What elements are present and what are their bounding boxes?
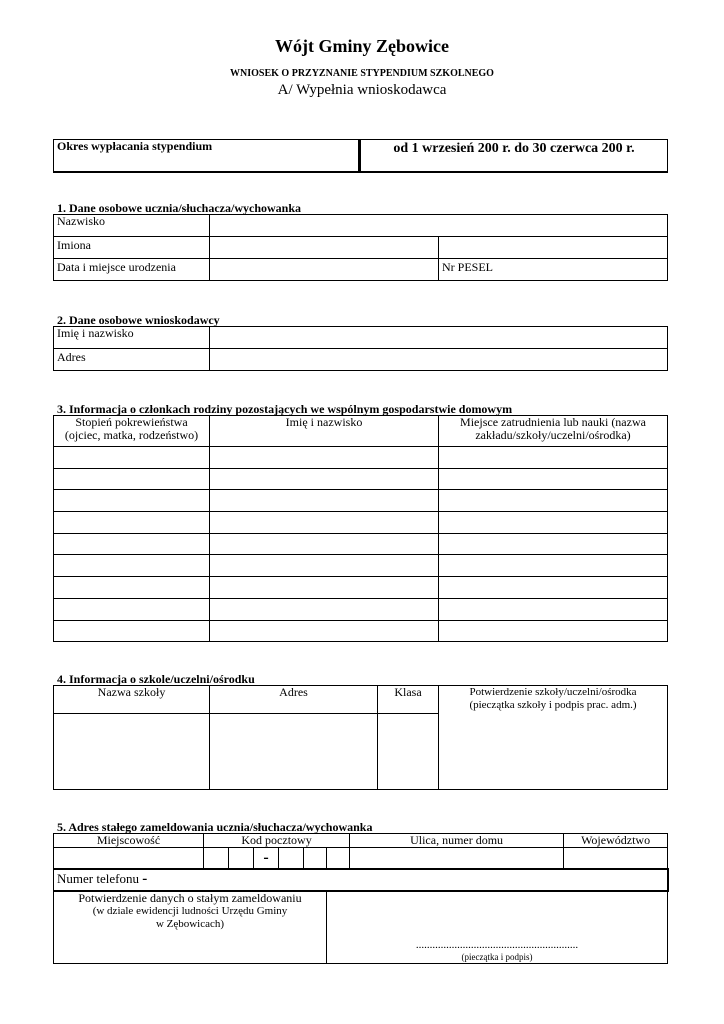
school-name-header: Nazwa szkoły xyxy=(54,686,210,714)
section-2-table xyxy=(53,326,668,371)
period-table xyxy=(53,139,668,173)
school-address-field[interactable] xyxy=(210,714,378,790)
family-work-header: Miejsce zatrudnienia lub nauki (nazwa zakładu/szkoły/uczelni/ośrodka) xyxy=(439,416,668,447)
voivodeship-field[interactable] xyxy=(564,848,668,870)
pesel-label[interactable]: Nr PESEL xyxy=(439,259,668,281)
family-cell[interactable] xyxy=(439,598,668,620)
family-cell[interactable] xyxy=(54,620,210,642)
family-cell[interactable] xyxy=(439,447,668,469)
family-cell[interactable] xyxy=(439,512,668,534)
family-cell[interactable] xyxy=(439,468,668,490)
registration-confirmation-label: Potwierdzenie danych o stałym zameldowaniu (w dziale ewidencji ludności Urzędu Gminy w Zębowicach) xyxy=(54,891,327,963)
family-cell[interactable] xyxy=(54,490,210,512)
section-2-title: 2. Dane osobowe wnioskodawcy xyxy=(57,313,220,327)
stamp-caption: (pieczątka i podpis) xyxy=(461,951,533,962)
family-cell[interactable] xyxy=(210,620,439,642)
phone-dash: - xyxy=(142,871,148,887)
postal-digit[interactable] xyxy=(229,848,254,870)
school-name-field[interactable] xyxy=(54,714,210,790)
family-cell[interactable] xyxy=(210,512,439,534)
section-5-table xyxy=(53,833,669,964)
family-cell[interactable] xyxy=(210,447,439,469)
family-cell[interactable] xyxy=(54,468,210,490)
form-subtitle: WNIOSEK O PRZYZNANIE STYPENDIUM SZKOLNEGO xyxy=(230,68,494,79)
names-field-1[interactable] xyxy=(210,237,439,259)
signature-dots: ........................................................... xyxy=(415,938,579,951)
family-cell[interactable] xyxy=(439,577,668,599)
locality-header: Miejscowość xyxy=(54,834,204,848)
section-3-title: 3. Informacja o członkach rodziny pozostających we wspólnym gospodarstwie domowym xyxy=(57,402,513,416)
street-header: Ulica, numer domu xyxy=(350,834,564,848)
postal-digit[interactable] xyxy=(327,848,350,870)
family-cell[interactable] xyxy=(439,533,668,555)
names-field-2[interactable] xyxy=(439,237,668,259)
applicant-address-label: Adres xyxy=(54,349,210,371)
family-cell[interactable] xyxy=(210,577,439,599)
family-cell[interactable] xyxy=(210,533,439,555)
school-confirmation-cell[interactable]: Potwierdzenie szkoły/uczelni/ośrodka (pieczątka szkoły i podpis prac. adm.) xyxy=(439,686,668,790)
surname-label: Nazwisko xyxy=(54,215,210,237)
registration-stamp-cell[interactable] xyxy=(327,891,668,963)
section-4-table xyxy=(53,685,668,790)
phone-label: Numer telefonu xyxy=(57,871,139,886)
postal-dash: - xyxy=(254,848,279,870)
names-label: Imiona xyxy=(54,237,210,259)
birth-label: Data i miejsce urodzenia xyxy=(54,259,210,281)
period-value: od 1 wrzesień 200 r. do 30 czerwca 200 r. xyxy=(360,140,668,172)
postal-digit[interactable] xyxy=(304,848,327,870)
section-a-label: A/ Wypełnia wnioskodawca xyxy=(277,82,447,98)
school-class-field[interactable] xyxy=(378,714,439,790)
postal-digit[interactable] xyxy=(204,848,229,870)
family-cell[interactable] xyxy=(439,555,668,577)
section-4-title: 4. Informacja o szkole/uczelni/ośrodku xyxy=(57,672,255,686)
surname-field[interactable] xyxy=(210,215,668,237)
family-cell[interactable] xyxy=(210,490,439,512)
family-cell[interactable] xyxy=(210,555,439,577)
family-cell[interactable] xyxy=(54,598,210,620)
phone-row[interactable] xyxy=(54,869,668,891)
locality-field[interactable] xyxy=(54,848,204,870)
family-cell[interactable] xyxy=(439,620,668,642)
family-cell[interactable] xyxy=(210,598,439,620)
birth-field[interactable] xyxy=(210,259,439,281)
section-1-title: 1. Dane osobowe ucznia/słuchacza/wychowanka xyxy=(57,201,302,215)
period-label: Okres wypłacania stypendium xyxy=(54,140,360,172)
family-relation-header: Stopień pokrewieństwa (ojciec, matka, rodzeństwo) xyxy=(54,416,210,447)
family-cell[interactable] xyxy=(54,577,210,599)
applicant-name-field[interactable] xyxy=(210,327,668,349)
page-title: Wójt Gminy Zębowice xyxy=(275,36,449,56)
family-name-header: Imię i nazwisko xyxy=(210,416,439,447)
school-address-header: Adres xyxy=(210,686,378,714)
family-cell[interactable] xyxy=(54,512,210,534)
voivodeship-header: Województwo xyxy=(564,834,668,848)
applicant-name-label: Imię i nazwisko xyxy=(54,327,210,349)
postal-code-header: Kod pocztowy xyxy=(204,834,350,848)
family-cell[interactable] xyxy=(54,533,210,555)
applicant-address-field[interactable] xyxy=(210,349,668,371)
street-field[interactable] xyxy=(350,848,564,870)
postal-digit[interactable] xyxy=(279,848,304,870)
family-cell[interactable] xyxy=(54,447,210,469)
school-class-header: Klasa xyxy=(378,686,439,714)
section-3-table xyxy=(53,415,668,642)
section-1-table xyxy=(53,214,668,281)
section-5-title: 5. Adres stałego zameldowania ucznia/słuchacza/wychowanka xyxy=(57,820,373,834)
family-cell[interactable] xyxy=(54,555,210,577)
family-cell[interactable] xyxy=(439,490,668,512)
family-cell[interactable] xyxy=(210,468,439,490)
